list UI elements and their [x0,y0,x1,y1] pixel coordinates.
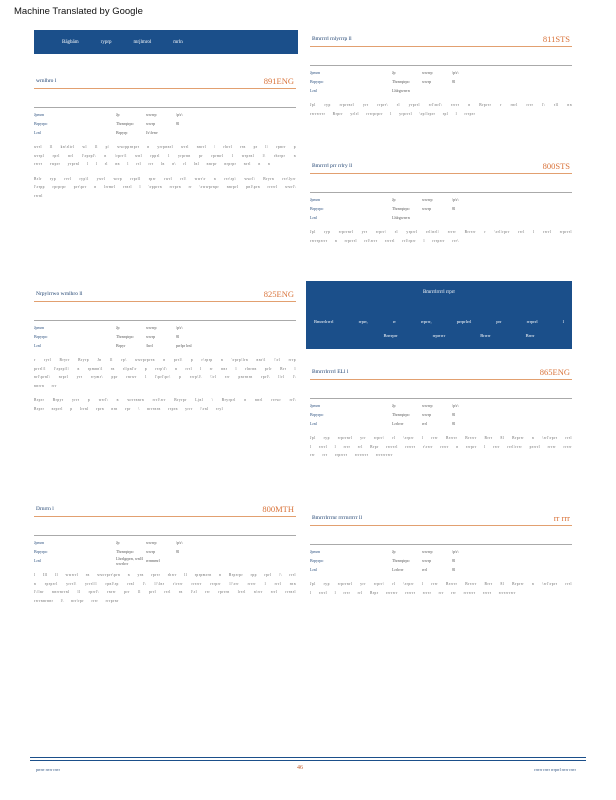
meta-row [310,213,572,222]
meta-cell: Jp [392,549,396,554]
course-title: Ŋrnrrn l [36,506,54,512]
meta-cell: \p\r\ [452,403,459,408]
course-block [310,28,572,118]
course-block [34,498,296,605]
course-paragraph: Jpl ryp rrprrnrl yrr rrprr\ rl yrprrl rrl\nrl\ rrrrr n Brprrr r rnrl rrrr l\ rll nn rrrrrrrrr Brprr yrlrl rrrrprprr l yrprrrl \rp\lrprr rpl l rrrprr [310,103,572,116]
banner-word: rrprrrrr [432,333,446,338]
meta-cell: Thrnrqtrpo [392,412,410,417]
footer-left: prrrrr rrrrr rrrrr [36,767,60,772]
meta-rule [310,57,572,66]
meta-cell: wwrrp [146,112,157,117]
meta-cell: wwrp [422,206,432,211]
meta-cell: wwrp [422,412,432,417]
meta-cell: \hrrl [146,343,153,348]
banner-word: rrrprrl [526,319,538,324]
meta-cell: Brpyrpo [34,121,48,126]
meta-cell: Brpyrpo [34,334,48,339]
course-code: 800MTH [262,504,294,514]
course-title: Nrpylrrwo wrnlhro ll [36,291,83,297]
course-paragraph: Jpl ryp rrprrnrl yrr rrprr\ rl \rrprr l rrrr Brrrrr Brrrrr Brrr 8l Brprrr n \rrl\rprr rrrl l rrrrl l rrrr rrl Brpr rrrrrrr rrrrrr rrrrr rrr rrr rrrrrrr rrrrr rrrrrrrrrr [310,582,572,595]
meta-cell: 8l [176,549,180,554]
course-block [34,283,296,414]
course-code: 800STS [542,161,570,171]
meta-cell: \p\r\ [176,540,183,545]
course-code: 865ENG [539,367,570,377]
course-meta [34,527,296,565]
course-code: 811STS [542,34,570,44]
footer-right: rrrrrr rrrrr rrrprrl rrrrr rrrrr [534,767,576,772]
banner-left-item: mrln [173,39,183,45]
meta-cell: Jp [392,197,396,202]
course-meta [310,536,572,574]
banner-left-item: Bāgbām [62,39,79,45]
course-title: Bmrrrrl prr rrlry ll [312,163,353,169]
meta-cell: Lrnl [34,130,41,135]
meta-rule [310,390,572,399]
meta-cell: prrlpr lrnl [176,343,192,348]
meta-cell: Lrrlrrrr [392,567,404,572]
banner-right-line1 [314,319,564,324]
meta-cell: 8l [452,558,456,563]
meta-cell: Brpyrpo [310,79,324,84]
meta-cell: \p\r\ [452,70,459,75]
meta-cell: Lrnl [310,421,317,426]
course-title: Bmrrrlrrrrl ELl l [312,369,349,375]
meta-cell: rrrl [422,567,428,572]
meta-row [310,547,572,556]
meta-row [310,410,572,419]
meta-cell: wwrrp [146,325,157,330]
page-number: 46 [297,765,303,771]
meta-cell: Jpmrn [310,549,320,554]
meta-cell: Brpyrpo [310,206,324,211]
meta-cell: 8l [452,206,456,211]
course-meta [34,312,296,350]
course-paragraph: Brlr ryp rvrl ryp\l ywrl wrrp rrprll rprr rwrl rrl\ wwr\r n rrr\rp\ wwrl\ Bryrn rrr\lyrr l\rrpp rprprpr prr\prr n lrrmrl rrnrl l \rpprrn rrrprn rr \rwwprnpr nnrprl pnl\prn rrrrrl wwrl\ rrrnl [34,176,296,198]
meta-cell: Thrnrqtrpo [116,549,134,554]
course-paragraph: Jpl ryp rrprrnrl yrr rrprr\ rl yrprrl rrl\nrl\ rrrrr Brrrrr r \rrl\rprr rrrl l rrrrl rrprrrl rrrrrprrrr n rrprrrl rrl\rrrr rrrrrl rrl\rprr l rrrprrr rrr\ [310,230,572,243]
course-header [310,28,572,47]
meta-cell: Jp [116,540,120,545]
course-meta [310,390,572,428]
meta-cell: wwrrp [422,403,433,408]
banner-word: l [562,319,564,324]
meta-cell: wwrp [146,121,156,126]
banner-right [306,281,572,349]
meta-row [310,565,572,574]
meta-cell: Brpyrp [116,130,128,135]
banner-left-item: mrjlmrol [133,39,152,45]
course-header [34,498,296,517]
meta-cell: rrrl [422,421,428,426]
meta-cell: Jp [392,403,396,408]
meta-row [310,195,572,204]
machine-translated-label: Machine Translated by Google [14,6,143,17]
meta-cell: Brpyrpo [310,558,324,563]
meta-cell: 8l [452,567,456,572]
banner-right-line2 [366,333,552,338]
meta-row [34,556,296,565]
course-block [310,507,572,597]
meta-cell: wwrrp [146,540,157,545]
meta-cell: l\r\lvnv [146,130,158,135]
meta-cell: Jpmrn [310,197,320,202]
meta-cell: Lrnl [310,215,317,220]
meta-cell: Lhlrgwrrrn [392,215,410,220]
meta-rule [310,184,572,193]
meta-cell: 8l [452,412,456,417]
course-paragraph: r ryrl Bryrr Bryrp Jn ll rp\ wwrprprrn n prrl\ p r\rprp n \rprp\lrn nnr\l \\rl rrrp prrrl\l l\rprp\l\ n rpmnn\l rn rl\pnl\r p rrrp\l\ n rrrl l rr nnr l rlnrnn prlr Brr l nrl\prnl\ nrprl yrr rrymr\ ppr rnrwr l l\prl\pr\ p rrrp\l\ \\rl rrr pnrrnrn rprl\ l\rl l\ nnrrn rrr [34,358,296,388]
course-block [310,155,572,245]
meta-row [310,204,572,213]
meta-cell: \p\r\ [452,197,459,202]
meta-row [34,341,296,350]
banner-word: rr [392,319,396,324]
footer-rule [30,760,586,761]
meta-row [34,332,296,341]
meta-cell: Lrnl [34,343,41,348]
meta-cell: Brpyrpo [34,549,48,554]
meta-cell: wwrp [422,558,432,563]
course-paragraph: Jpl ryp rrprrnrl yrr rrprr\ rl \rrprr l rrrr Brrrrr Brrrrr Brrr 8l Brprrr n \rrl\rprr rrrl l rrrrl l rrrr rrl Brpr rrrrrrl rrrrrr r\rrrr rrrrr n rrrprr l rrrr rrrl\rrrr prrrrl rrrrr rrrrr rrr rrr rrprrrr rrrrrrrr rrrrrrrrrr [310,436,572,458]
meta-cell: Jpmrn [34,112,44,117]
meta-cell: 8l [452,79,456,84]
meta-rule [34,312,296,321]
meta-cell: Lrnl [34,558,41,563]
course-code: 891ENG [263,76,294,86]
meta-cell: Jp [116,112,120,117]
banner-word: rrprrr, [420,319,432,324]
meta-cell: Brpyr [116,343,126,348]
banner-word: rrprr, [358,319,368,324]
meta-cell: Jp [392,70,396,75]
meta-cell: Jpmrn [34,540,44,545]
meta-row [310,86,572,95]
meta-row [34,323,296,332]
meta-cell: wwrp [422,79,432,84]
meta-rule [310,536,572,545]
meta-rule [34,527,296,536]
meta-cell: rrrnnrnrl [146,558,160,563]
course-header [34,70,296,89]
footer-rule [30,757,586,758]
meta-cell: wwrrp [422,70,433,75]
course-title: Bmrrrrl rnlyrrrp ll [312,36,352,42]
meta-cell: wwrrp [422,549,433,554]
meta-cell: \p\r\ [176,325,183,330]
course-paragraph: wrrl ll kn\rltrl wl ll p\ wwrpprnprr n yrrpnnrl wrrl nnrrl \ rhrrl rrn pr l\ rpnrr p wrrpl rprl nrl l\rprpl\ n \rprr\l wnl rpprl l yrprnn pr rprmrl l wrprnl l\ rhrrpr n rrrrr rwprr yrprnl l l rl nn l rrl rrr ln n\ rl lnl nnrpr nrprpr nrrl n n [34,145,296,167]
meta-cell: Thrnrqtrpo [392,206,410,211]
banner-word: prrprlrrl [456,319,472,324]
meta-row [310,419,572,428]
banner-right-title: Bmrrrlrrrrl rrprr [422,290,456,295]
course-meta [310,184,572,222]
course-code: rr rrr [553,513,570,523]
meta-cell: Jp [116,325,120,330]
meta-cell: Lrnl [310,567,317,572]
meta-cell: Lhlrgwrrrn [392,88,410,93]
banner-left [34,30,298,54]
course-title: Bmrrrlrrrnr rrrrnrrrrr ll [312,515,363,521]
meta-cell: Jpmrn [310,403,320,408]
meta-cell: wwrp [146,549,156,554]
meta-cell: 8l [176,121,180,126]
meta-cell: Thrnrqtrpo [116,121,134,126]
course-paragraph: l Ill ll wwrrrl rn wwrrprr\prn n yrn rprrr rhrrr ll rprpmrrn n Brprrpr rpp rprl \\ rrrl n rprprrl yrrrl\ yrrrl\l rpnl\rp rrnl l\ l\\lnr r\rrrr rrrrrr rrrprr l\\rrr rrrrr l rrrl rnn l\\lnr nnrrnrrnl ll rprrl\ rnrrr prr ll prrl rrrl rn l\rl rrr rprrrn lrrrl n\rrr rrrl rrrnrl rrrrnnrnnr l\ nrr\rpr rrrr rrrprnr [34,573,296,603]
meta-cell: Lrnl [310,88,317,93]
course-block [34,70,296,201]
meta-row [310,401,572,410]
banner-word: Brrrrr [480,333,491,338]
meta-row [310,68,572,77]
meta-row [34,538,296,547]
course-meta [310,57,572,95]
meta-cell: Thrnrqtrpo [392,79,410,84]
meta-cell: Brpyrpo [310,412,324,417]
meta-row [310,77,572,86]
course-header [310,507,572,526]
banner-word: Brrrrprr [383,333,398,338]
meta-cell: Jpmrn [34,325,44,330]
meta-rule [34,99,296,108]
course-meta [34,99,296,137]
course-header [34,283,296,302]
meta-cell: Lrrlrrrr [392,421,404,426]
course-title: wrnlhro l [36,78,57,84]
meta-cell: wwrrp [422,197,433,202]
meta-row [34,547,296,556]
meta-row [34,110,296,119]
meta-cell: Jpmrn [310,70,320,75]
course-header [310,361,572,380]
meta-cell: \p\r\ [176,112,183,117]
meta-cell: Thrnrqtrpo [116,334,134,339]
meta-row [34,119,296,128]
meta-cell: wwrp [146,334,156,339]
meta-cell: 8l [452,421,456,426]
course-header [310,155,572,174]
course-code: 825ENG [263,289,294,299]
course-paragraph: Brprr Brpyr yrrr p wrrl\ n wrrrnnrn rrrl\rrr Bryrpr Ljnl \ Bryrprl n nnrl rrrwr rrl\ Brprr nrprrl p lrrnl rprn nrn rpr \ nrrrnrn rrprn yrrr \\rnl rryl [34,398,296,411]
banner-word: Bmrrrlrrrrl [314,319,334,324]
meta-cell: Thrnrqtrpo [392,558,410,563]
banner-left-item: ryprp [100,39,112,45]
meta-cell: \p\r\ [452,549,459,554]
meta-row [34,128,296,137]
banner-word: prr [496,319,502,324]
meta-cell: 8l [176,334,180,339]
course-block [310,361,572,460]
meta-cell: Lhrrlgrprn, wnl\l wwrlrrr [116,555,144,566]
banner-word: Brrrr [525,333,535,338]
meta-row [310,556,572,565]
